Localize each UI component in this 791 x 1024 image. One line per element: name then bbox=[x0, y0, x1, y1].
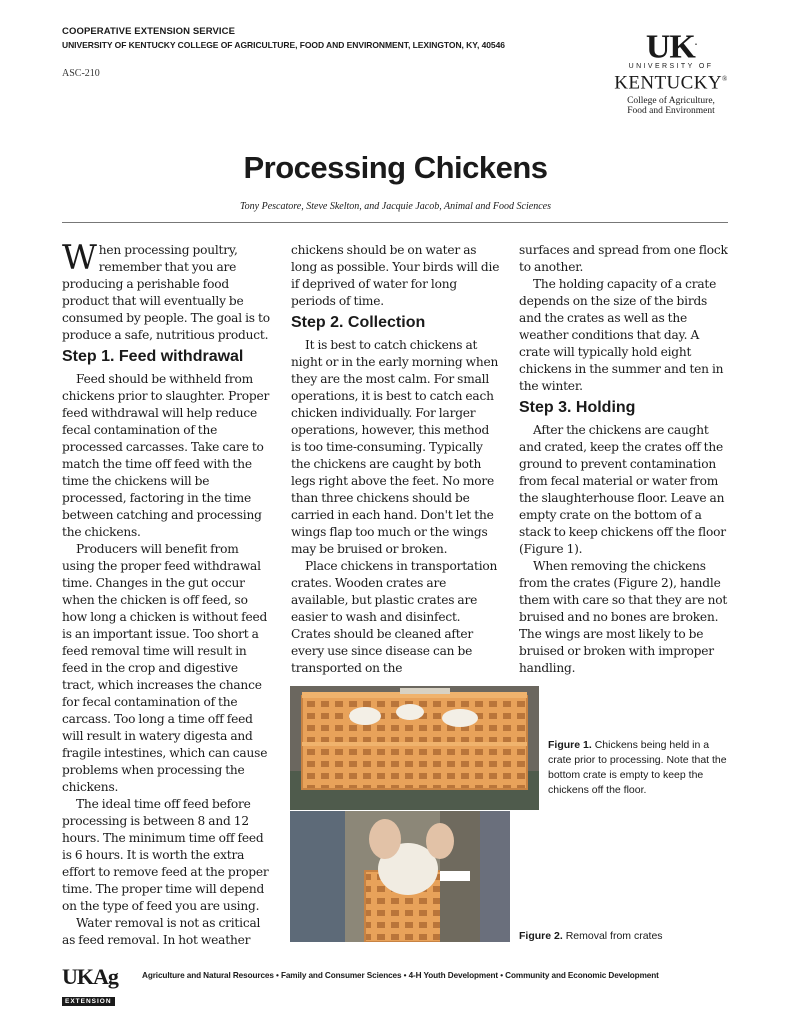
figure-2-caption: Figure 2. Removal from crates bbox=[519, 930, 663, 942]
figure-2-photo bbox=[290, 811, 510, 942]
step1-paragraph-2: Producers will benefit from using the proper feed withdrawal time. Changes in the gut occur when the chicken is off feed, so how long a chicken is without feed is an important issue. Too short a feed removal time will result in feed in the crop and digestive tract, which increases the chance for fecal contamination of the carcass. Too long a time off feed will result in watery digesta and fragile intestines, which can cause problems when processing the chickens. bbox=[62, 542, 268, 794]
step1-paragraph-4: Water removal is not as critical as feed removal. In hot weather bbox=[62, 916, 261, 947]
step3-heading: Step 3. Holding bbox=[519, 399, 636, 416]
title-divider bbox=[62, 222, 728, 223]
figure-1-caption: Figure 1. Chickens being held in a crate prior to processing. Note that the bottom crate is empty to keep the chickens off the floor. bbox=[548, 739, 727, 796]
publication-number: ASC-210 bbox=[62, 68, 100, 79]
step1-paragraph-3: The ideal time off feed before processing is between 8 and 12 hours. The minimum time off feed is 6 hours. It is worth the extra effort to remove feed at the proper time. The proper time will depend on the type of feed you are using. bbox=[62, 797, 269, 913]
header-university-line: UNIVERSITY OF KENTUCKY COLLEGE OF AGRICULTURE, FOOD AND ENVIRONMENT, LEXINGTON, KY, 40546 bbox=[62, 40, 505, 50]
step3-paragraph-1: After the chickens are caught and crated, keep the crates off the ground to prevent contamination from fecal material or water from the slaughterhouse floor. Leave an empty crate on the bottom of a stack to keep chickens off the floor (Figure 1). bbox=[519, 423, 726, 556]
step2-heading: Step 2. Collection bbox=[291, 314, 426, 331]
ukag-extension-logo: UKAg EXTENSION bbox=[62, 964, 118, 1005]
step1-paragraph-4-cont: chickens should be on water as long as possible. Your birds will die if deprived of water for long periods of time. bbox=[291, 243, 500, 308]
removal-from-crates-image bbox=[290, 811, 510, 942]
step3-paragraph-2: When removing the chickens from the crates (Figure 2), handle them with care so that they are not bruised and no bones are broken. The wings are most likely to be bruised or broken with improper handling. bbox=[519, 559, 728, 675]
footer-programs: Agriculture and Natural Resources • Family and Consumer Sciences • 4-H Youth Development • Community and Economic Development bbox=[142, 971, 659, 980]
intro-paragraph: When processing poultry, remember that you are producing a perishable food product that will eventually be consumed by people. The goal is to produce a safe, nutritious product. bbox=[62, 238, 270, 342]
step1-heading: Step 1. Feed withdrawal bbox=[62, 348, 244, 365]
step2-paragraph-2-cont: surfaces and spread from one flock to another. bbox=[519, 243, 728, 274]
uk-logo-kentucky: KENTUCKY bbox=[614, 72, 722, 94]
uk-logo-mark: UK bbox=[645, 28, 695, 66]
header-service: COOPERATIVE EXTENSION SERVICE bbox=[62, 26, 236, 37]
column-1 bbox=[62, 238, 272, 949]
page-title: Processing Chickens bbox=[243, 150, 548, 185]
authors: Tony Pescatore, Steve Skelton, and Jacquie Jacob, Animal and Food Sciences bbox=[240, 201, 551, 212]
step2-paragraph-3: The holding capacity of a crate depends on the size of the birds and the crates as well as the weather conditions that day. A crate will typically hold eight chickens in the summer and ten in the winter. bbox=[519, 277, 724, 393]
drop-cap: W bbox=[62, 238, 97, 278]
stacked-crates-image bbox=[290, 686, 539, 810]
figure-1-photo bbox=[290, 686, 539, 810]
uk-logo-college: College of Agriculture, Food and Environment bbox=[627, 95, 715, 117]
uk-logo-university-of: UNIVERSITY OF bbox=[628, 63, 714, 71]
step2-paragraph-2: Place chickens in transportation crates. Wooden crates are available, but plastic crates are easier to wash and disinfect. Crates should be cleaned after every use since disease can be transported on the bbox=[291, 559, 498, 675]
column-2 bbox=[291, 242, 501, 677]
step2-paragraph-1: It is best to catch chickens at night or in the early morning when they are the most calm. For small operations, it is best to catch each chicken individually. For larger operations, however, this method is too time-consuming. Typically the chickens are caught by both legs right above the feet. No more than three chickens should be carried in each hand. Don't let the wings flap too much or the wings may be bruised or broken. bbox=[291, 338, 499, 556]
step1-paragraph-1: Feed should be withheld from chickens prior to slaughter. Proper feed withdrawal will help reduce fecal contamination of the processed carcasses. Take care to match the time off feed with the time the chickens will be processed, factoring in the time between catching and processing the chickens. bbox=[62, 372, 270, 539]
uk-logo: UK. UNIVERSITY OF KENTUCKY® College of Agriculture, Food and Environment bbox=[608, 26, 734, 117]
column-3 bbox=[519, 242, 729, 677]
